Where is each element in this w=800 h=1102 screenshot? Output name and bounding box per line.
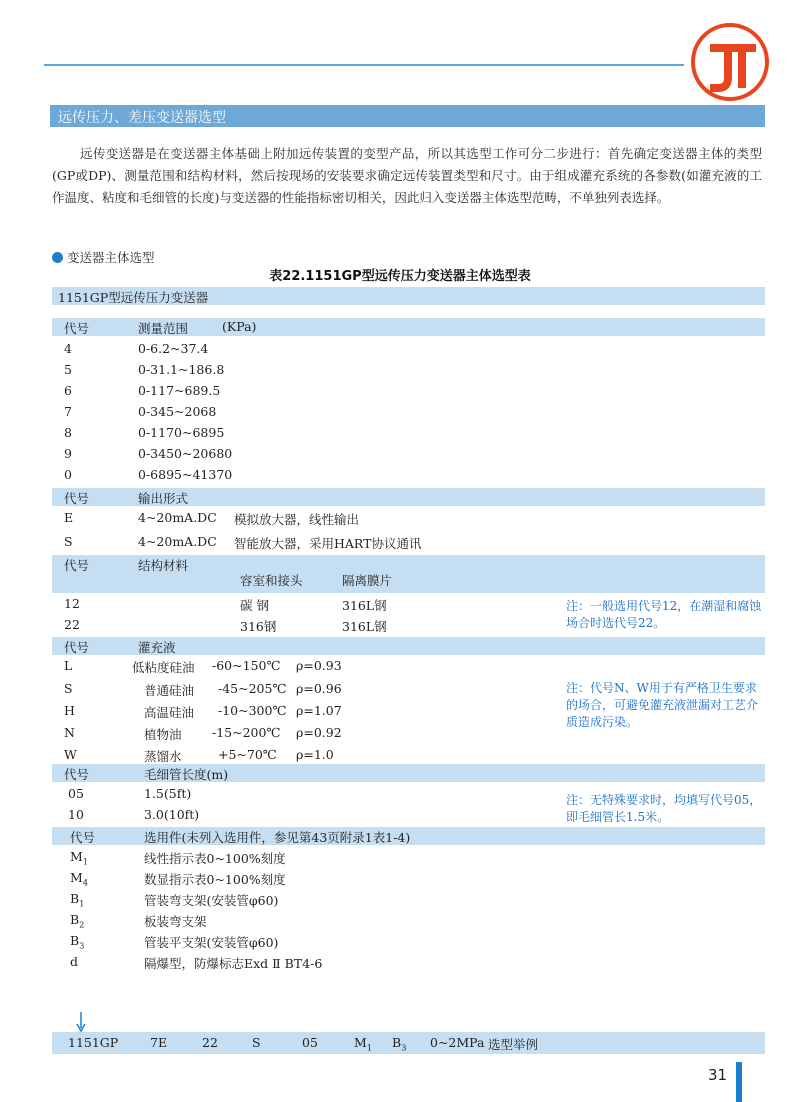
table-row — [52, 446, 765, 466]
code-cell: N — [64, 725, 75, 740]
code-header: 代号 — [70, 830, 96, 845]
desc-cell: 模拟放大器，线性输出 — [234, 512, 360, 527]
value-cell: 0-1170~6895 — [138, 425, 225, 440]
desc-cell: 板装弯支架 — [144, 914, 207, 929]
desc-cell: 管装弯支架(安装管φ60) — [144, 893, 279, 908]
material-header — [52, 555, 765, 593]
example-material: 22 — [202, 1035, 218, 1050]
value-cell: 3.0(10ft) — [144, 807, 200, 822]
example-option-2: $B_3$ — [392, 1035, 407, 1053]
density-cell: ρ=0.92 — [296, 725, 342, 740]
code-cell: 05 — [68, 786, 84, 801]
value-cell: 0-6.2~37.4 — [138, 341, 209, 356]
page-number: 31 — [708, 1066, 728, 1084]
fluid-cell: 蒸馏水 — [144, 749, 182, 764]
table-row — [52, 534, 765, 554]
code-cell: 22 — [64, 617, 80, 632]
table-row — [52, 510, 765, 530]
temp-cell: -15~200℃ — [212, 725, 281, 740]
fill-header-label: 灌充液 — [138, 640, 176, 655]
code-cell: 4 — [64, 341, 72, 356]
density-cell: ρ=0.96 — [296, 681, 342, 696]
desc-cell: 管装平支架(安装管φ60) — [144, 935, 279, 950]
code-cell: d — [70, 954, 79, 969]
example-option-1: $M_1$ — [354, 1035, 372, 1053]
fill-header — [52, 637, 765, 655]
signal-cell: 4~20mA.DC — [138, 534, 217, 549]
fluid-cell: 普通硅油 — [144, 683, 195, 698]
code-header: 代号 — [64, 491, 90, 506]
body-cell: 碳 钢 — [240, 598, 269, 613]
range-header-label: 测量范围 — [138, 321, 189, 336]
diaphragm-cell: 316L钢 — [342, 619, 387, 634]
value-cell: 0-31.1~186.8 — [138, 362, 225, 377]
code-cell: W — [64, 747, 77, 762]
options-header-label: 选用件(未列入选用件，参见第43页附录1表1-4) — [144, 830, 411, 845]
value-cell: 0-6895~41370 — [138, 467, 233, 482]
density-cell: ρ=1.0 — [296, 747, 334, 762]
code-cell: $B_2$ — [70, 912, 85, 930]
value-cell: 0-117~689.5 — [138, 383, 221, 398]
fluid-cell: 高温硅油 — [144, 705, 195, 720]
subsection-title: 变送器主体选型 — [67, 250, 155, 265]
code-cell: 5 — [64, 362, 72, 377]
model-name: 1151GP型远传压力变送器 — [58, 290, 209, 305]
subsection-heading — [52, 248, 155, 266]
code-cell: 7 — [64, 404, 72, 419]
desc-cell: 智能放大器，采用HART协议通讯 — [234, 536, 422, 551]
value-cell: 0-345~2068 — [138, 404, 217, 419]
page-marker — [736, 1062, 742, 1102]
section-title: 远传压力、差压变送器选型 — [58, 110, 226, 126]
intro-paragraph: 远传变送器是在变送器主体基础上附加远传装置的变型产品，所以其选型工作可分二步进行：首先确定变送器主体的类型(GP或DP)、测量范围和结构材料，然后按现场的安装要求确定远传装置类型和尺寸。由于组成灌充系统的各参数(如灌充液的工作温度、粘度和毛细管的长度)与变送器的性能指标密切相关，因此归入变送器主体选型范畴，不单独列表选择。 — [52, 146, 762, 205]
capillary-header-label: 毛细管长度(m) — [144, 767, 229, 782]
temp-cell: +5~70℃ — [218, 747, 277, 762]
table-row — [52, 849, 765, 869]
material-diaphragm-header: 隔离膜片 — [342, 573, 393, 588]
code-header: 代号 — [64, 767, 90, 782]
body-cell: 316钢 — [240, 619, 277, 634]
table-row — [52, 341, 765, 361]
example-fill: S — [252, 1035, 261, 1050]
code-cell: $M_1$ — [70, 849, 88, 867]
range-header — [52, 318, 765, 336]
bullet-icon — [52, 252, 63, 263]
code-header: 代号 — [64, 321, 90, 336]
code-cell: E — [64, 510, 74, 525]
code-cell: 12 — [64, 596, 80, 611]
header-rule — [44, 64, 684, 66]
output-header — [52, 488, 765, 506]
temp-cell: -10~300℃ — [218, 703, 287, 718]
code-cell: 6 — [64, 383, 72, 398]
section-title-bar — [50, 105, 765, 127]
output-header-label: 输出形式 — [138, 491, 189, 506]
desc-cell: 隔爆型，防爆标志Exd Ⅱ BT4-6 — [144, 956, 323, 971]
material-body-header: 容室和接头 — [240, 573, 303, 588]
options-header — [52, 827, 765, 845]
jt-logo-icon — [688, 20, 772, 104]
example-band — [52, 1032, 765, 1054]
code-cell: 10 — [68, 807, 84, 822]
table-row — [52, 954, 765, 974]
table-row — [52, 658, 765, 678]
diaphragm-cell: 316L钢 — [342, 598, 387, 613]
table-row — [52, 467, 765, 487]
code-cell: $B_1$ — [70, 891, 85, 909]
fluid-cell: 植物油 — [144, 727, 182, 742]
model-band — [52, 287, 765, 305]
density-cell: ρ=0.93 — [296, 658, 342, 673]
code-cell: 8 — [64, 425, 72, 440]
table-row — [52, 891, 765, 911]
signal-cell: 4~20mA.DC — [138, 510, 217, 525]
material-header-label: 结构材料 — [138, 558, 189, 573]
example-capillary: 05 — [302, 1035, 318, 1050]
example-label: 选型举例 — [488, 1037, 539, 1052]
code-header: 代号 — [64, 640, 90, 655]
value-cell: 1.5(5ft) — [144, 786, 192, 801]
fill-note: 注：代号N、W用于有严格卫生要求的场合，可避免灌充液泄漏对工艺介质造成污染。 — [566, 681, 759, 729]
density-cell: ρ=1.07 — [296, 703, 342, 718]
desc-cell: 线性指示表0~100%刻度 — [144, 851, 286, 866]
code-cell: L — [64, 658, 73, 673]
table-row — [52, 870, 765, 890]
code-cell: S — [64, 534, 73, 549]
code-cell: $M_4$ — [70, 870, 88, 888]
example-range: 0~2MPa — [430, 1035, 485, 1050]
desc-cell: 数显指示表0~100%刻度 — [144, 872, 286, 887]
capillary-note: 注：无特殊要求时，均填写代号05，即毛细管长1.5米。 — [566, 793, 762, 824]
code-cell: H — [64, 703, 75, 718]
temp-cell: -45~205℃ — [218, 681, 287, 696]
table-row — [52, 383, 765, 403]
code-header: 代号 — [64, 558, 90, 573]
value-cell: 0-3450~20680 — [138, 446, 233, 461]
example-output: 7E — [150, 1035, 168, 1050]
fluid-cell: 低粘度硅油 — [132, 660, 195, 675]
example-model: 1151GP — [68, 1035, 119, 1050]
code-cell: 9 — [64, 446, 72, 461]
range-unit: (KPa) — [222, 319, 257, 334]
table-row — [52, 912, 765, 932]
table-row — [52, 425, 765, 445]
table-row — [52, 933, 765, 953]
arrow-down-icon — [76, 1012, 86, 1032]
table-row — [52, 362, 765, 382]
material-note: 注：一般选用代号12，在潮湿和腐蚀场合时选代号22。 — [566, 599, 762, 630]
code-cell: $B_3$ — [70, 933, 85, 951]
table-row — [52, 404, 765, 424]
code-cell: 0 — [64, 467, 72, 482]
code-cell: S — [64, 681, 73, 696]
temp-cell: -60~150℃ — [212, 658, 281, 673]
table-title: 表22.1151GP型远传压力变送器主体选型表 — [269, 269, 531, 284]
capillary-header — [52, 764, 765, 782]
